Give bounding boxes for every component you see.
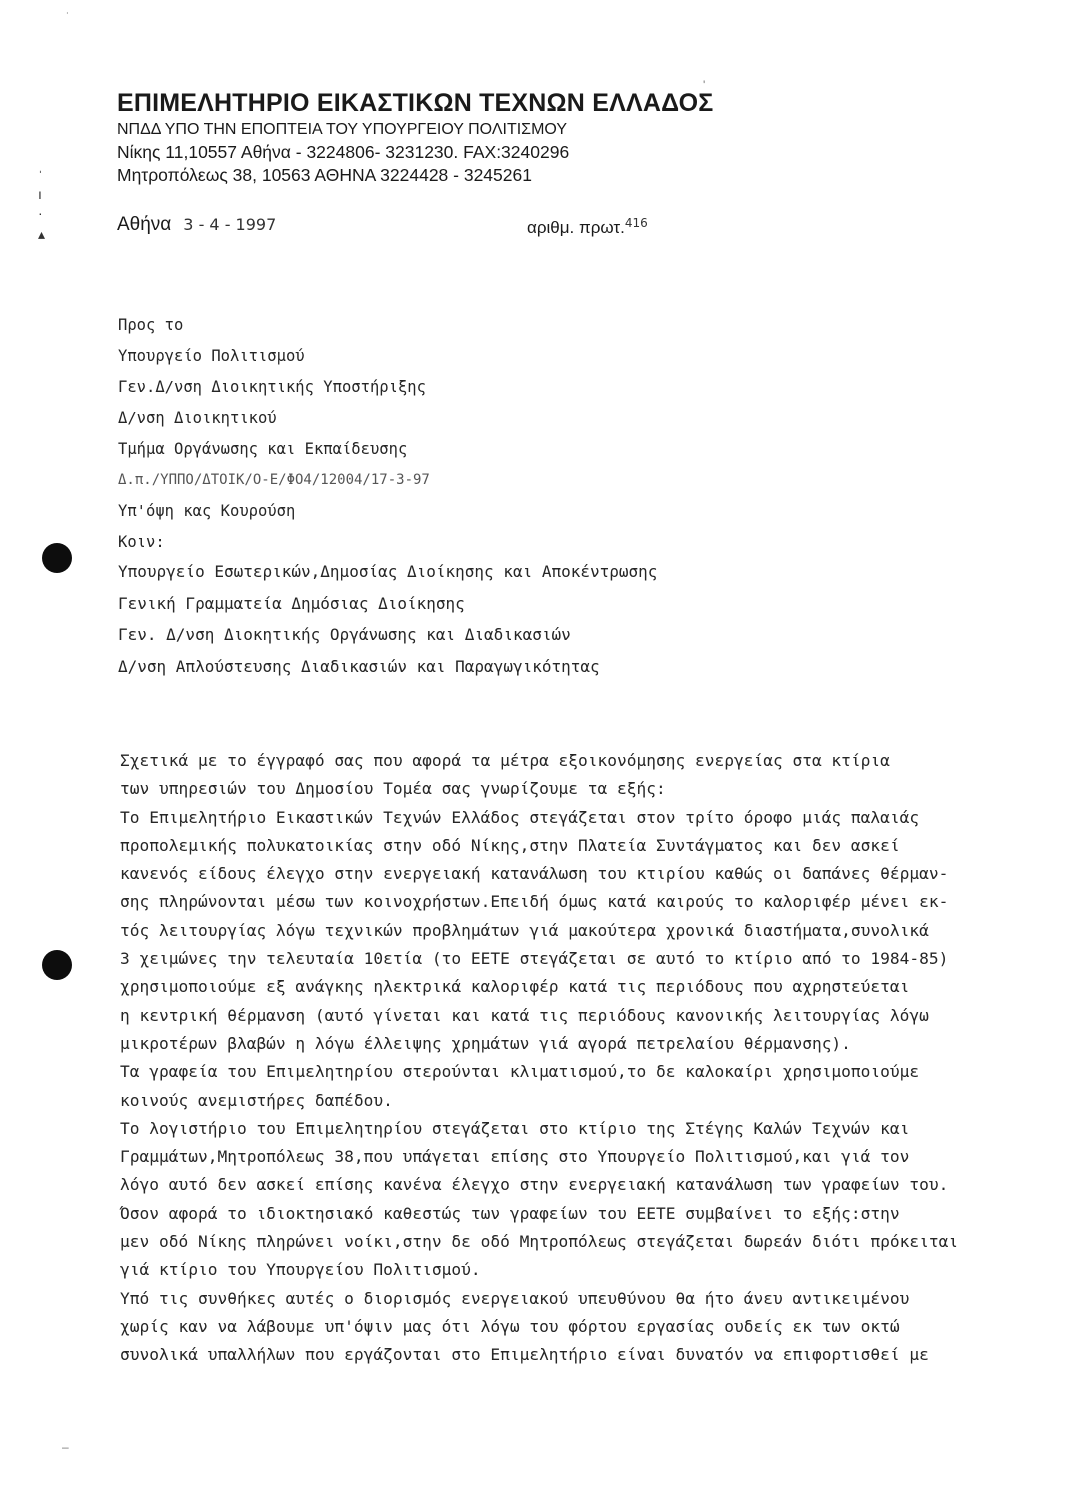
recipient-line: Τμήμα Οργάνωσης και Εκπαίδευσης — [118, 440, 408, 458]
cc-label: Κοιν: — [118, 533, 165, 551]
organization-name: ΕΠΙΜΕΛΗΤΗΡΙΟ ΕΙΚΑΣΤΙΚΩΝ ΤΕΧΝΩΝ ΕΛΛΑΔΟΣ — [117, 89, 714, 117]
body-line: Το λογιστήριο του Επιμελητηρίου στεγάζεται στο κτίριο της Στέγης Καλών Τεχνών και — [120, 1118, 910, 1138]
margin-mark: ▴ — [38, 226, 46, 242]
scan-speck: – — [62, 1440, 69, 1454]
body-line: Γραμμάτων,Μητροπόλεως 38,που υπάγεται επίσης στο Υπουργείο Πολιτισμού,και γιά τον — [120, 1147, 910, 1167]
punch-hole — [42, 543, 72, 573]
recipient-line: Γεν.Δ/νση Διοικητικής Υποστήριξης — [118, 378, 426, 396]
date-value: 3 - 4 - 1997 — [183, 215, 277, 234]
margin-mark: ˈ — [38, 168, 43, 184]
body-line: κανενός είδους έλεγχο στην ενεργειακή κατανάλωση του κτιρίου καθώς οι δαπάνες θέρμαν- — [120, 864, 949, 884]
scan-speck: ' — [703, 78, 706, 92]
reference-number: Δ.π./ΥΠΠΟ/ΔΤΟΙΚ/Ο-Ε/ΦΟ4/12004/17-3-97 — [118, 472, 430, 488]
body-line: προπολεμικής πολυκατοικίας στην οδό Νίκης,στην Πλατεία Συντάγματος και δεν ασκεί — [120, 835, 900, 855]
margin-mark: · — [38, 205, 43, 221]
date-label: Αθήνα — [117, 214, 172, 235]
body-line: η κεντρική θέρμανση (αυτό γίνεται και κατά τις περιόδους κανονικής λειτουργίας λόγω — [120, 1005, 929, 1025]
protocol-value: 416 — [624, 216, 648, 230]
body-line: μικροτέρων βλαβών η λόγω έλλειψης χρημάτων γιά αγορά πετρελαίου θέρμανσης). — [120, 1033, 851, 1053]
body-line: μεν οδό Νίκης πληρώνει νοίκι,στην δε οδό Μητροπόλεως στεγάζεται δωρεάν διότι πρόκειται — [120, 1232, 959, 1252]
body-line: γιά κτίριο του Υπουργείου Πολιτισμού. — [120, 1260, 481, 1280]
cc-list — [118, 556, 838, 682]
scan-speck: ˙ — [66, 10, 70, 24]
punch-hole — [42, 950, 72, 980]
body-line: χωρίς καν να λάβουμε υπ'όψιν μας ότι λόγω του φόρτου εργασίας ουδείς εκ των οκτώ — [120, 1316, 900, 1336]
attention-line: Υπ'όψη κας Κουρούση — [118, 502, 296, 520]
body-line: Το Επιμελητήριο Εικαστικών Τεχνών Ελλάδος στεγάζεται στον τρίτο όροφο μιάς παλαιάς — [120, 807, 920, 827]
protocol-number — [527, 216, 648, 238]
body-line: τός λειτουργίας λόγω τεχνικών προβλημάτων γιά μακούτερα χρονικά διαστήματα,συνολικά — [120, 920, 929, 940]
body-line: κοινούς ανεμιστήρες δαπέδου. — [120, 1090, 393, 1110]
body-line: Υπό τις συνθήκες αυτές ο διορισμός ενεργειακού υπευθύνου θα ήτο άνευ αντικειμένου — [120, 1288, 910, 1308]
body-line: Τα γραφεία του Επιμελητηρίου στερούνται κλιματισμού,το δε καλοκαίρι χρησιμοποιούμε — [120, 1062, 920, 1082]
margin-mark: ı — [38, 186, 42, 202]
organization-subtitle: ΝΠΔΔ ΥΠΟ ΤΗΝ ΕΠΟΠΤΕΙΑ ΤΟΥ ΥΠΟΥΡΓΕΙΟΥ ΠΟΛΙΤΙΣΜΟΥ — [117, 121, 567, 138]
cc-item: Υπουργείο Εσωτερικών,Δημοσίας Διοίκησης και Αποκέντρωσης — [118, 562, 658, 581]
cc-item: Δ/νση Απλούστευσης Διαδικασιών και Παραγωγικότητας — [118, 656, 600, 676]
recipient-line: Προς το — [118, 316, 184, 334]
protocol-label: αριθμ. πρωτ. — [527, 218, 625, 237]
body-line: χρησιμοποιούμε εξ ανάγκης ηλεκτρικά καλοριφέρ κατά τις περιόδους που αχρηστεύεται — [120, 977, 910, 997]
letter-body — [120, 747, 1035, 1370]
body-line: Σχετικά με το έγγραφό σας που αφορά τα μέτρα εξοικονόμησης ενεργείας στα κτίρια — [120, 751, 890, 770]
recipient-line: Δ/νση Διοικητικού — [118, 409, 277, 427]
body-line: των υπηρεσιών του Δημοσίου Τομέα σας γνωρίζουμε τα εξής: — [120, 779, 666, 799]
date-line — [117, 214, 276, 236]
cc-item: Γεν. Δ/νση Διοκητικής Οργάνωσης και Διαδικασιών — [118, 625, 571, 644]
body-line: σης πληρώνονται μέσω των κοινοχρήστων.Επειδή όμως κατά καιρούς το καλοριφέρ μένει εκ- — [120, 892, 949, 912]
recipient-line: Υπουργείο Πολιτισμού — [118, 347, 305, 365]
address-line: Νίκης 11,10557 Αθήνα - 3224806- 3231230. FAX:3240296 — [117, 142, 570, 162]
cc-item: Γενική Γραμματεία Δημόσιας Διοίκησης — [118, 593, 465, 613]
address-line: Μητροπόλεως 38, 10563 ΑΘΗΝΑ 3224428 - 3245261 — [117, 165, 532, 185]
recipients-block — [118, 310, 818, 558]
body-line: 3 χειμώνες την τελευταία 10ετία (το ΕΕΤΕ στεγάζεται σε αυτό το κτίριο από το 1984-85) — [120, 949, 949, 969]
body-line: λόγο αυτό δεν ασκεί επίσης κανένα έλεγχο στην ενεργειακή κατανάλωση των γραφείων του. — [120, 1175, 949, 1195]
body-line: συνολικά υπαλλήλων που εργάζονται στο Επιμελητήριο είναι δυνατόν να επιφορτισθεί με — [120, 1345, 929, 1365]
letterhead — [117, 88, 737, 187]
body-line: Όσον αφορά το ιδιοκτησιακό καθεστώς των γραφείων του ΕΕΤΕ συμβαίνει το εξής:στην — [120, 1203, 900, 1223]
